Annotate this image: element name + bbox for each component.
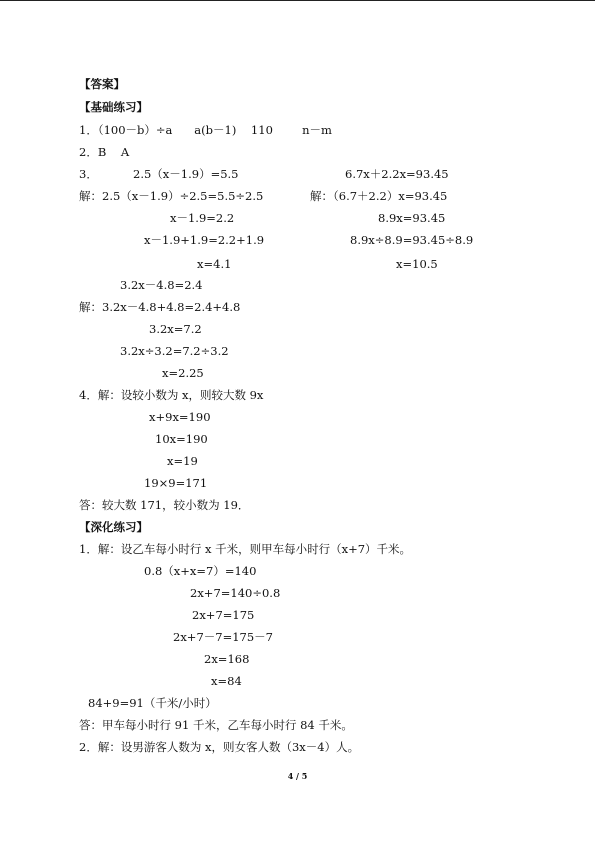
adv-q1-step5: 2x=168 xyxy=(204,652,250,666)
page-number: 4 / 5 xyxy=(287,771,308,781)
eq2-result: x=10.5 xyxy=(396,257,438,271)
eq3-line4: 3.2x÷3.2=7.2÷3.2 xyxy=(120,344,229,358)
page-top-border xyxy=(0,0,595,1)
advanced-practice-heading: 【深化练习】 xyxy=(79,520,148,534)
q4-step3: x=19 xyxy=(167,454,198,468)
eq3-result: x=2.25 xyxy=(162,366,204,380)
q4-step1: x+9x=190 xyxy=(149,410,211,424)
q2-answer: 2．B A xyxy=(79,145,130,159)
eq1-line4: x－1.9+1.9=2.2+1.9 xyxy=(144,233,265,247)
adv-q1-step6: x=84 xyxy=(211,674,242,688)
answer-heading: 【答案】 xyxy=(79,77,125,91)
adv-q2-setup: 2．解：设男游客人数为 x，则女客人数（3x－4）人。 xyxy=(79,740,360,754)
eq3-line1: 3.2x－4.8=2.4 xyxy=(120,278,203,292)
adv-q1-step7: 84+9=91（千米/小时） xyxy=(88,696,217,710)
q4-answer: 答：较大数 171，较小数为 19． xyxy=(79,498,250,512)
eq1-line2: 解：2.5（x－1.9）÷2.5=5.5÷2.5 xyxy=(79,189,264,203)
q4-step2: 10x=190 xyxy=(155,432,208,446)
eq3-line3: 3.2x=7.2 xyxy=(149,322,202,336)
eq2-line2: 解：（6.7＋2.2）x=93.45 xyxy=(310,189,448,203)
q4-setup: 4．解：设较小数为 x，则较大数 9x xyxy=(79,388,264,402)
adv-q1-step1: 0.8（x+x=7）=140 xyxy=(144,564,257,578)
adv-q1-answer: 答：甲车每小时行 91 千米，乙车每小时行 84 千米。 xyxy=(79,718,353,732)
adv-q1-step3: 2x+7=175 xyxy=(192,608,255,622)
eq1-line3: x－1.9=2.2 xyxy=(170,211,235,225)
eq3-line2: 解：3.2x－4.8+4.8=2.4+4.8 xyxy=(79,300,241,314)
eq2-line3: 8.9x=93.45 xyxy=(378,211,446,225)
q3-number: 3． xyxy=(79,167,98,181)
adv-q1-step2: 2x+7=140÷0.8 xyxy=(190,586,281,600)
eq1-line1: 2.5（x－1.9）=5.5 xyxy=(133,167,239,181)
eq2-line1: 6.7x＋2.2x=93.45 xyxy=(345,167,449,181)
q1-answer: 1．（100－b）÷a a(b－1) 110 n－m xyxy=(79,123,332,137)
q4-step4: 19×9=171 xyxy=(144,476,208,490)
eq1-result: x=4.1 xyxy=(197,257,232,271)
basic-practice-heading: 【基础练习】 xyxy=(79,100,148,114)
eq2-line4: 8.9x÷8.9=93.45÷8.9 xyxy=(350,233,474,247)
adv-q1-setup: 1．解：设乙车每小时行 x 千米，则甲车每小时行（x+7）千米。 xyxy=(79,542,412,556)
adv-q1-step4: 2x+7－7=175－7 xyxy=(173,630,273,644)
